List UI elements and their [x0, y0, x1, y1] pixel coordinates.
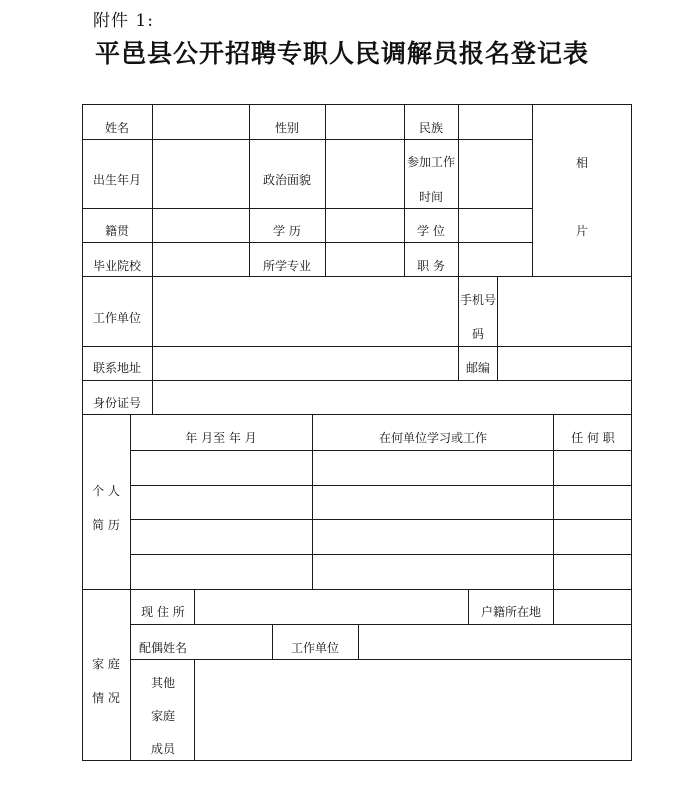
education-label: 学 历: [273, 224, 301, 238]
spouse-name-cell[interactable]: [195, 625, 272, 659]
other-members-cell[interactable]: [195, 660, 631, 760]
work-start-label-2: 时间: [418, 190, 444, 204]
hukou-label: 户籍所在地: [480, 605, 542, 619]
ethnicity-label: 民族: [418, 121, 444, 135]
work-start-label-1: 参加工作: [406, 155, 456, 169]
address-cell[interactable]: [153, 347, 458, 380]
rule: [404, 104, 405, 277]
gender-cell[interactable]: [326, 105, 404, 139]
work-unit-label: 工作单位: [92, 311, 142, 325]
spouse-unit-label: 工作单位: [290, 641, 340, 655]
resume-duty-header: 任 何 职: [571, 431, 615, 445]
photo-label-2: 片: [575, 224, 589, 238]
table-border-right: [631, 104, 632, 761]
residence-cell[interactable]: [195, 590, 468, 624]
degree-label: 学 位: [417, 224, 445, 238]
position-label: 职 务: [417, 259, 445, 273]
resume-rows[interactable]: [131, 451, 631, 589]
other-members-label-1: 其他: [150, 676, 176, 690]
rule: [468, 589, 469, 625]
education-cell[interactable]: [326, 209, 404, 242]
photo-label-1: 相: [575, 156, 589, 170]
political-status-cell[interactable]: [326, 140, 404, 208]
postcode-label: 邮编: [465, 361, 491, 375]
table-border-bottom: [82, 760, 632, 761]
native-place-label: 籍贯: [104, 224, 130, 238]
name-label: 姓名: [104, 121, 130, 135]
photo-cell[interactable]: [533, 105, 631, 276]
major-cell[interactable]: [326, 243, 404, 276]
spouse-name-label: 配偶姓名: [138, 641, 188, 655]
work-unit-cell[interactable]: [153, 277, 458, 346]
work-start-cell[interactable]: [459, 140, 532, 208]
page-title: 平邑县公开招聘专职人民调解员报名登记表: [95, 39, 590, 68]
name-cell[interactable]: [153, 105, 249, 139]
attachment-label: 附件 1:: [93, 11, 154, 31]
postcode-cell[interactable]: [498, 347, 631, 380]
ethnicity-cell[interactable]: [459, 105, 532, 139]
birth-label: 出生年月: [92, 173, 142, 187]
family-label-2: 情 况: [92, 691, 120, 705]
rule: [82, 414, 632, 415]
graduated-from-cell[interactable]: [153, 243, 249, 276]
graduated-from-label: 毕业院校: [92, 259, 142, 273]
address-label: 联系地址: [92, 361, 142, 375]
birth-cell[interactable]: [153, 140, 249, 208]
table-border-left: [82, 104, 83, 761]
hukou-cell[interactable]: [554, 590, 631, 624]
resume-label-1: 个 人: [92, 484, 120, 498]
mobile-label-1: 手机号: [459, 293, 497, 307]
family-label-1: 家 庭: [92, 657, 120, 671]
resume-period-header: 年 月至 年 月: [185, 431, 257, 445]
id-number-cell[interactable]: [153, 381, 631, 414]
other-members-label-3: 成员: [150, 742, 176, 756]
mobile-label-2: 码: [471, 327, 485, 341]
spouse-unit-cell[interactable]: [359, 625, 631, 659]
mobile-cell[interactable]: [498, 277, 631, 346]
other-members-label-2: 家庭: [150, 709, 176, 723]
political-status-label: 政治面貌: [262, 173, 312, 187]
native-place-cell[interactable]: [153, 209, 249, 242]
resume-place-header: 在何单位学习或工作: [378, 431, 488, 445]
major-label: 所学专业: [262, 259, 312, 273]
resume-label-2: 简 历: [92, 518, 120, 532]
residence-label: 现 住 所: [141, 605, 185, 619]
rule: [272, 624, 273, 660]
degree-cell[interactable]: [459, 209, 532, 242]
id-number-label: 身份证号: [92, 396, 142, 410]
rule: [249, 104, 250, 277]
rule: [458, 276, 459, 381]
position-cell[interactable]: [459, 243, 532, 276]
gender-label: 性别: [274, 121, 300, 135]
